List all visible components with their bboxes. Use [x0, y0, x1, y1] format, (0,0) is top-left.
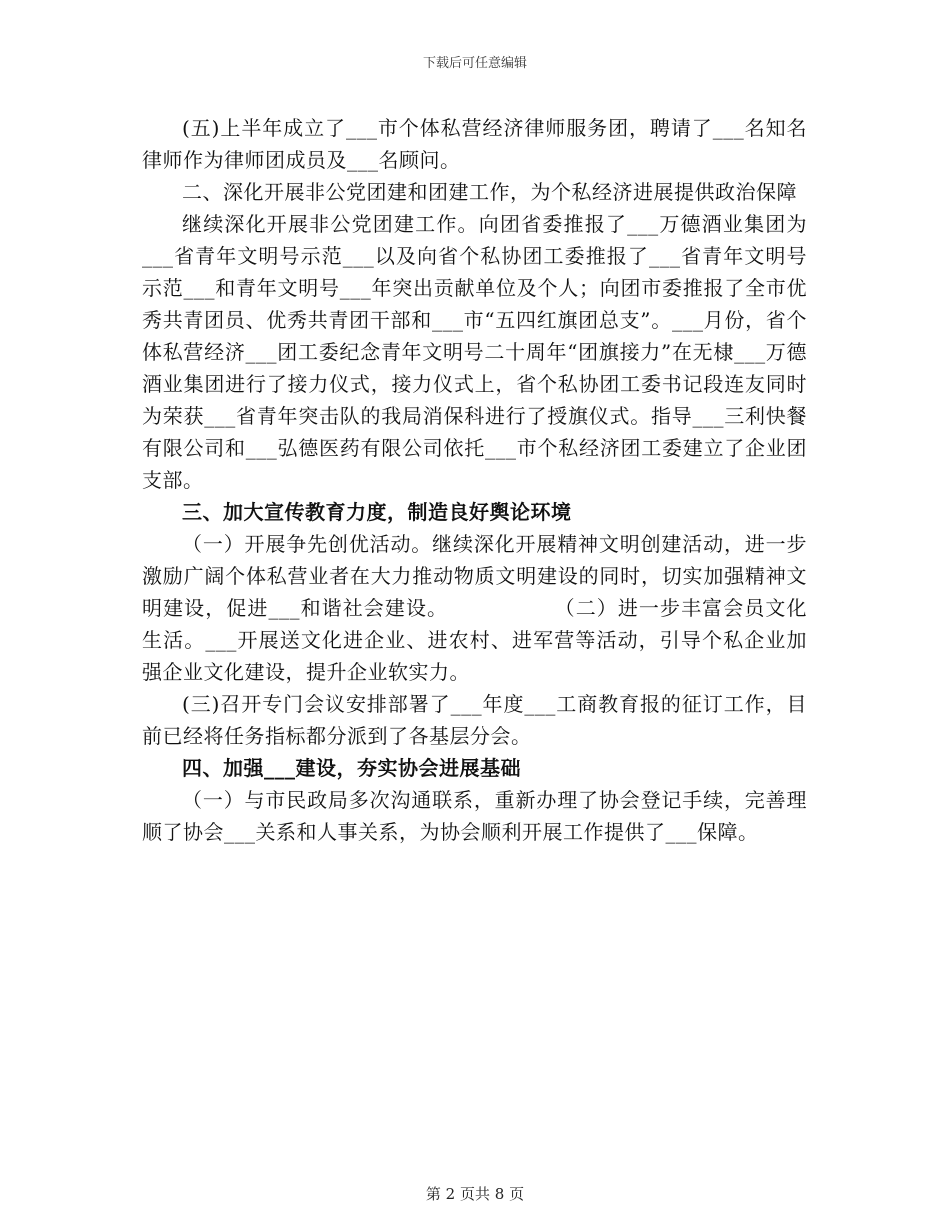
- paragraph-party-building: 继续深化开展非公党团建工作。向团省委推报了___万德酒业集团为___省青年文明号示范___以及向省个私协团工委推报了___省青年文明号示范___和青年文明号___年突出贡献单位及个人；向团市委推报了全市优秀共青团员、优秀共青团干部和___市“五四红旗团总支”。___月份，省个体私营经济___团工委纪念青年文明号二十周年“团旗接力”在无棣___万德酒业集团进行了接力仪式，接力仪式上，省个私协团工委书记段连友同时为荣获___省青年突击队的我局消保科进行了授旗仪式。指导___三利快餐有限公司和___弘德医药有限公司依托___市个私经济团工委建立了企业团支部。: [142, 212, 807, 492]
- page-footer: 第 2 页共 8 页: [425, 1185, 525, 1203]
- paragraph-registration: （一）与市民政局多次沟通联系，重新办理了协会登记手续，完善理顺了协会___关系和人事关系，为协会顺利开展工作提供了___保障。: [142, 788, 807, 844]
- paragraph-civilization: （一）开展争先创优活动。继续深化开展精神文明创建活动，进一步激励广阔个体私营业者在大力推动物质文明建设的同时，切实加强精神文明建设，促进___和谐社会建设。 （二）进一步丰富会员文化生活。___开展送文化进企业、进农村、进军营等活动，引导个私企业加强企业文化建设，提升企业软实力。: [142, 532, 807, 684]
- page-header: 下载后可任意编辑: [422, 56, 527, 71]
- paragraph-team-lawyers: (五)上半年成立了___市个体私营经济律师服务团，聘请了___名知名律师作为律师团成员及___名顾问。: [142, 116, 807, 172]
- section-heading-3: 三、加大宣传教育力度，制造良好舆论环境: [182, 500, 572, 524]
- section-heading-4: 四、加强___建设，夯实协会进展基础: [182, 756, 521, 780]
- document-body: [142, 112, 807, 848]
- section-heading-2: 二、深化开展非公党团建和团建工作，为个私经济进展提供政治保障: [182, 180, 797, 204]
- paragraph-newspaper: (三)召开专门会议安排部署了___年度___工商教育报的征订工作，目前已经将任务指标都分派到了各基层分会。: [142, 692, 807, 748]
